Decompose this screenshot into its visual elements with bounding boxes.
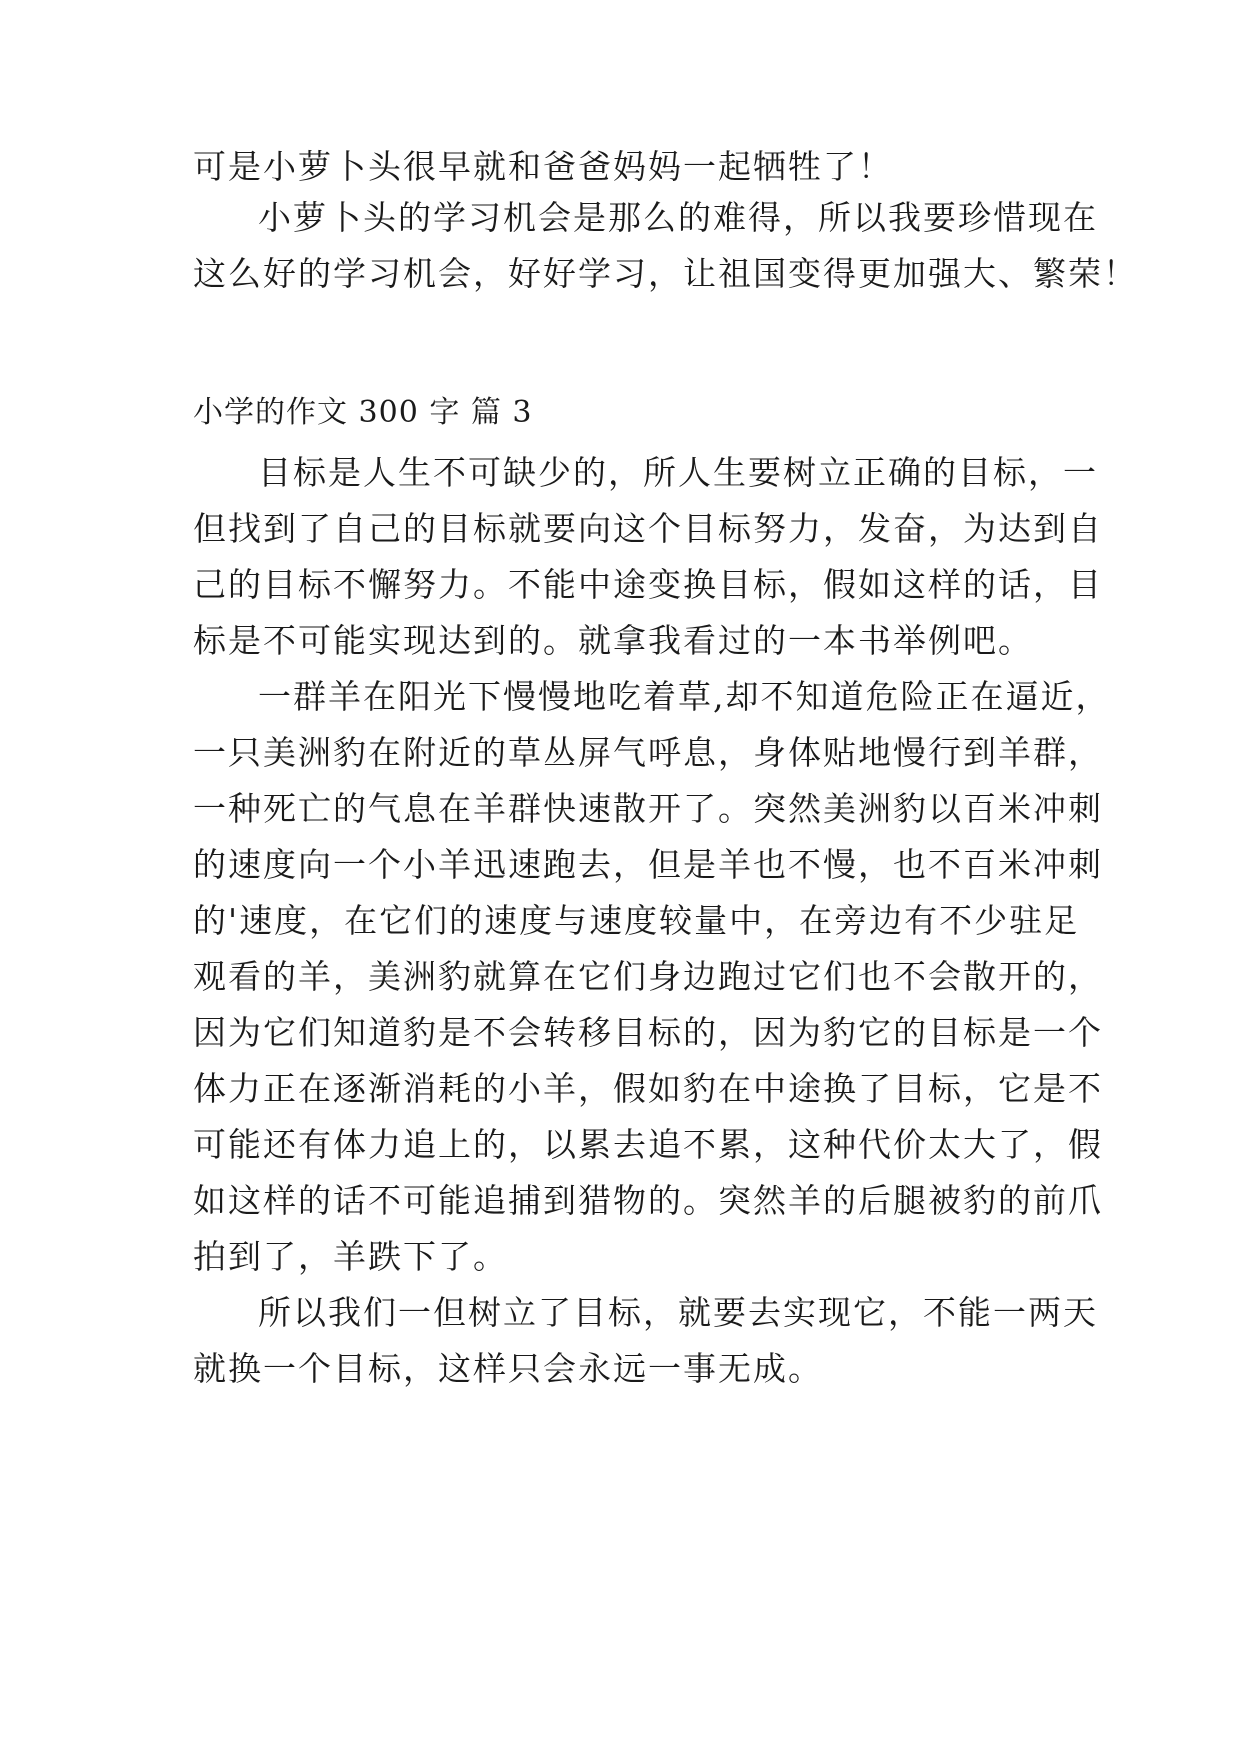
paragraph-line: 可能还有体力追上的，以累去追不累，这种代价太大了，假 <box>193 1125 1103 1164</box>
paragraph-line: 如这样的话不可能追捕到猎物的。突然羊的后腿被豹的前爪 <box>193 1181 1103 1220</box>
paragraph-line: 一只美洲豹在附近的草丛屏气呼息，身体贴地慢行到羊群， <box>193 733 1103 772</box>
paragraph-line: 的'速度，在它们的速度与速度较量中，在旁边有不少驻足 <box>193 901 1080 940</box>
paragraph-line: 就换一个目标，这样只会永远一事无成。 <box>193 1349 823 1388</box>
paragraph-line: 因为它们知道豹是不会转移目标的，因为豹它的目标是一个 <box>193 1013 1103 1052</box>
paragraph-line: 一群羊在阳光下慢慢地吃着草,却不知道危险正在逼近， <box>258 677 1111 716</box>
paragraph-line: 标是不可能实现达到的。就拿我看过的一本书举例吧。 <box>193 621 1033 660</box>
section-heading: 小学的作文 300 字 篇 3 <box>193 395 533 430</box>
paragraph-line: 观看的羊，美洲豹就算在它们身边跑过它们也不会散开的， <box>193 957 1103 996</box>
paragraph-line: 一种死亡的气息在羊群快速散开了。突然美洲豹以百米冲刺 <box>193 789 1103 828</box>
paragraph-line: 拍到了，羊跌下了。 <box>193 1237 508 1276</box>
paragraph-line: 己的目标不懈努力。不能中途变换目标，假如这样的话，目 <box>193 565 1103 604</box>
paragraph-line: 目标是人生不可缺少的，所人生要树立正确的目标，一 <box>258 453 1098 492</box>
paragraph-line: 小萝卜头的学习机会是那么的难得，所以我要珍惜现在 <box>258 198 1098 237</box>
paragraph-line: 体力正在逐渐消耗的小羊，假如豹在中途换了目标，它是不 <box>193 1069 1103 1108</box>
paragraph-line: 所以我们一但树立了目标，就要去实现它，不能一两天 <box>258 1293 1098 1332</box>
paragraph-line: 但找到了自己的目标就要向这个目标努力，发奋，为达到自 <box>193 509 1103 548</box>
paragraph-line: 可是小萝卜头很早就和爸爸妈妈一起牺牲了！ <box>193 147 893 186</box>
paragraph-line: 的速度向一个小羊迅速跑去，但是羊也不慢，也不百米冲刺 <box>193 845 1103 884</box>
paragraph-line: 这么好的学习机会，好好学习，让祖国变得更加强大、繁荣！ <box>193 254 1138 293</box>
